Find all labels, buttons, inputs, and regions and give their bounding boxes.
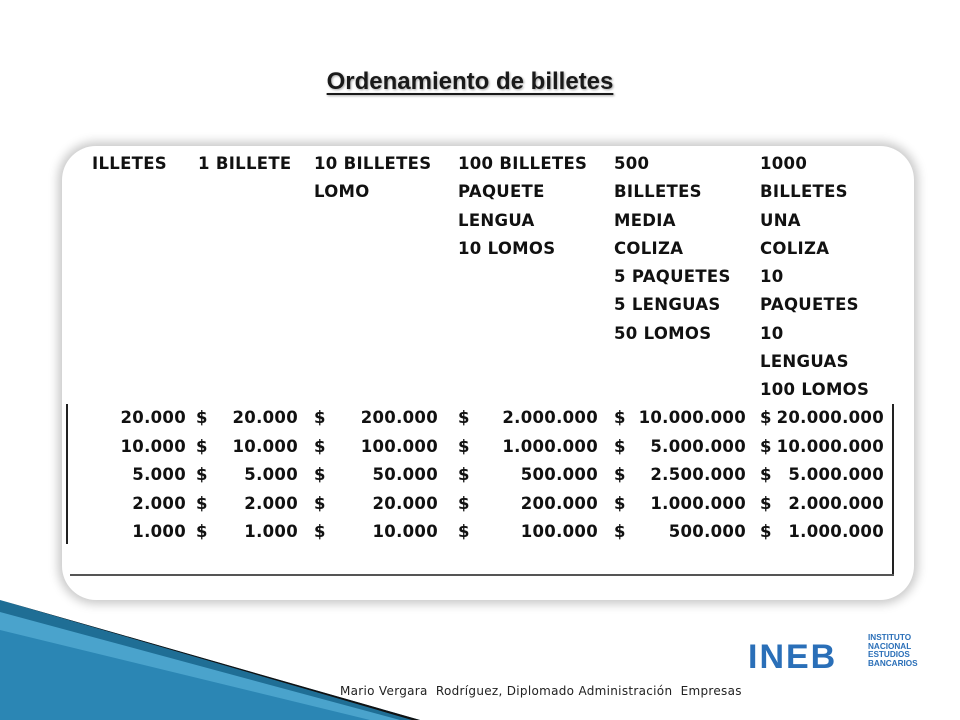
amount-cell: 1.000 [244, 522, 298, 541]
amount-cell: 10.000 [120, 436, 186, 456]
currency-symbol: $ [760, 493, 772, 513]
header-line: PAQUETE [458, 182, 545, 202]
currency-symbol: $ [196, 493, 208, 513]
billetes-table [66, 146, 901, 580]
header-line: 50 LOMOS [614, 323, 712, 343]
header-col-1-billete [198, 150, 291, 178]
currency-symbol: $ [458, 465, 470, 484]
currency-symbol: $ [314, 436, 326, 456]
amount-cell: 10.000 [232, 436, 298, 456]
currency-symbol: $ [614, 522, 626, 541]
amount-cell: 5.000.000 [788, 465, 884, 484]
header-line: COLIZA [760, 238, 830, 258]
amount-cell: 5.000.000 [650, 436, 746, 456]
amount-cell: 20.000.000 [776, 408, 884, 427]
decorative-stripe [0, 600, 420, 720]
amount-cell: 1.000.000 [502, 436, 598, 456]
header-line: 10 [760, 323, 784, 343]
currency-symbol: $ [196, 522, 208, 541]
header-line: 10 [760, 267, 784, 287]
amount-cell: 2.000 [244, 493, 298, 513]
header-line: 5 LENGUAS [614, 295, 721, 315]
ineb-logo: INEB [748, 638, 838, 676]
currency-symbol: $ [614, 408, 626, 427]
amount-cell: 200.000 [360, 408, 438, 427]
table-bottom-border [70, 574, 894, 576]
currency-symbol: $ [458, 408, 470, 427]
currency-symbol: $ [314, 465, 326, 484]
header-col-100-billetes [458, 150, 587, 263]
table-row [66, 518, 901, 546]
amount-cell: 20.000 [120, 408, 186, 427]
header-line: 100 BILLETES [458, 154, 588, 173]
logo-subtitle-line: BANCARIOS [868, 658, 918, 668]
currency-symbol: $ [614, 493, 626, 513]
amount-cell: 20.000 [232, 408, 298, 427]
currency-symbol: $ [196, 436, 208, 456]
amount-cell: 5.000 [244, 465, 298, 484]
header-line: LOMO [314, 182, 370, 202]
currency-symbol: $ [760, 408, 772, 427]
amount-cell: 5.000 [132, 465, 186, 484]
header-line: 5 PAQUETES [614, 267, 731, 287]
amount-cell: 20.000 [372, 493, 438, 513]
header-line: PAQUETES [760, 295, 859, 315]
amount-cell: 1.000.000 [788, 522, 884, 541]
header-col-10-billetes [314, 150, 431, 207]
currency-symbol: $ [458, 522, 470, 541]
currency-symbol: $ [314, 408, 326, 427]
table-image-card [62, 146, 914, 600]
header-line: LENGUA [458, 210, 535, 230]
header-line: 10 BILLETES [314, 154, 432, 173]
currency-symbol: $ [458, 436, 470, 456]
currency-symbol: $ [760, 436, 772, 456]
currency-symbol: $ [614, 436, 626, 456]
currency-symbol: $ [196, 408, 208, 427]
currency-symbol: $ [314, 493, 326, 513]
header-line: LENGUAS [760, 352, 849, 372]
header-line: MEDIA [614, 210, 676, 230]
header-col-500 [614, 150, 731, 348]
amount-cell: 2.000.000 [502, 408, 598, 427]
header-line: BILLETES [760, 182, 848, 202]
currency-symbol: $ [760, 465, 772, 484]
amount-cell: 1.000 [132, 522, 186, 541]
stripe-mid [0, 630, 370, 720]
ineb-logo-subtitle [868, 634, 918, 668]
header-line: 100 LOMOS [760, 380, 870, 400]
header-line: COLIZA [614, 238, 684, 258]
currency-symbol: $ [314, 522, 326, 541]
header-line: UNA [760, 210, 801, 230]
currency-symbol: $ [196, 465, 208, 484]
header-line: BILLETES [614, 182, 702, 202]
amount-cell: 500.000 [668, 522, 746, 541]
amount-cell: 10.000.000 [776, 436, 884, 456]
header-line: ILLETES [92, 154, 167, 173]
currency-symbol: $ [458, 493, 470, 513]
amount-cell: 2.000 [132, 493, 186, 513]
header-line: 1000 [760, 154, 808, 173]
amount-cell: 10.000.000 [638, 408, 746, 427]
logo-subtitle-line: ESTUDIOS [868, 650, 910, 660]
amount-cell: 100.000 [520, 522, 598, 541]
slide-footer: Mario Vergara Rodríguez, Diplomado Administración Empresas [340, 684, 742, 698]
amount-cell: 200.000 [520, 493, 598, 513]
header-line: 500 [614, 154, 650, 173]
header-col-1000 [760, 150, 869, 405]
table-row [66, 461, 901, 489]
amount-cell: 1.000.000 [650, 493, 746, 513]
table-row [66, 490, 901, 518]
table-row [66, 433, 901, 461]
logo-subtitle-line: INSTITUTO [868, 633, 912, 642]
table-row [66, 404, 901, 432]
currency-symbol: $ [760, 522, 772, 541]
amount-cell: 10.000 [372, 522, 438, 541]
amount-cell: 2.500.000 [650, 465, 746, 484]
amount-cell: 2.000.000 [788, 493, 884, 513]
currency-symbol: $ [614, 465, 626, 484]
amount-cell: 500.000 [520, 465, 598, 484]
logo-subtitle-line: NACIONAL [868, 641, 912, 651]
header-line: 10 LOMOS [458, 238, 556, 258]
amount-cell: 50.000 [372, 465, 438, 484]
slide-title: Ordenamiento de billetes [326, 68, 614, 95]
header-line: 1 BILLETE [198, 154, 292, 173]
amount-cell: 100.000 [360, 436, 438, 456]
header-col-billetes [92, 150, 167, 178]
